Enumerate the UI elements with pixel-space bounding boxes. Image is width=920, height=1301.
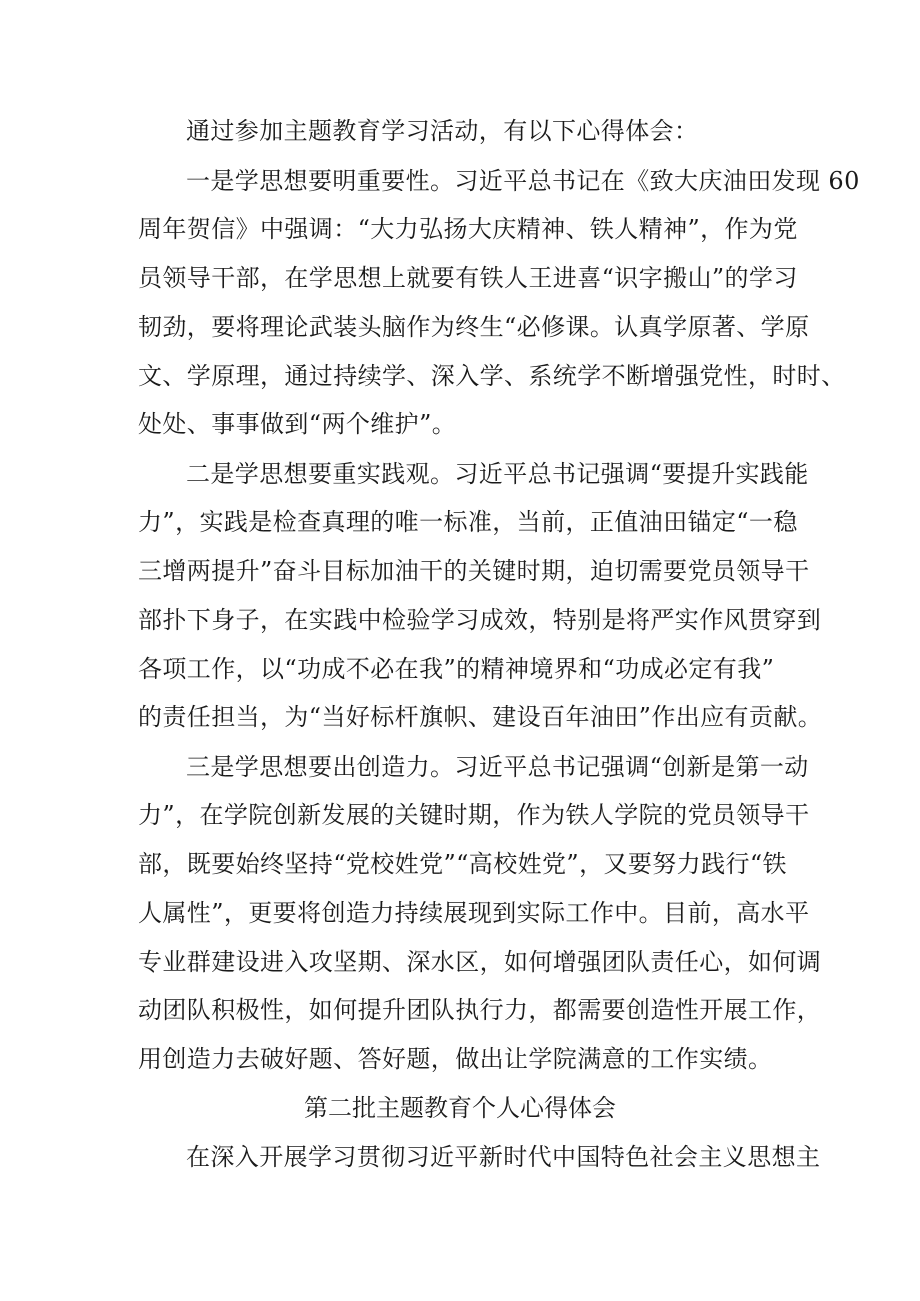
para1-line-1: 一是学思想要明重要性。习近平总书记在《致大庆油田发现 60 xyxy=(186,167,860,195)
para3-line-6: 动团队积极性，如何提升团队执行力，都需要创造性开展工作， xyxy=(138,996,822,1024)
para1-line-3: 员领导干部，在学思想上就要有铁人王进喜“识字搬山”的学习 xyxy=(138,264,798,292)
para1-line-2: 周年贺信》中强调：“大力弘扬大庆精神、铁人精神”，作为党 xyxy=(138,215,798,243)
para3-line-7: 用创造力去破好题、答好题，做出让学院满意的工作实绩。 xyxy=(138,1045,773,1073)
para3-line-5: 专业群建设进入攻坚期、深水区，如何增强团队责任心，如何调 xyxy=(138,948,822,976)
para3-line-1: 三是学思想要出创造力。习近平总书记强调“创新是第一动 xyxy=(186,753,809,781)
intro-line: 通过参加主题教育学习活动，有以下心得体会： xyxy=(186,117,699,145)
section-title: 第二批主题教育个人心得体会 xyxy=(304,1094,616,1122)
para1-line-5: 文、学原理，通过持续学、深入学、系统学不断增强党性，时时、 xyxy=(138,362,846,390)
para2-line-2: 力”，实践是检查真理的唯一标准，当前，正值油田锚定“一稳 xyxy=(138,508,798,536)
para3-line-4: 人属性”，更要将创造力持续展现到实际工作中。目前，高水平 xyxy=(138,899,810,927)
para2-line-1: 二是学思想要重实践观。习近平总书记强调“要提升实践能 xyxy=(186,460,809,488)
para2-line-5: 各项工作，以“功成不必在我”的精神境界和“功成必定有我” xyxy=(138,655,775,683)
para1-line-6: 处处、事事做到“两个维护”。 xyxy=(138,410,457,438)
para2-line-6: 的责任担当，为“当好标杆旗帜、建设百年油田”作出应有贡献。 xyxy=(138,703,823,731)
para3-line-3: 部，既要始终坚持“党校姓党”“高校姓党”，又要努力践行“铁 xyxy=(138,850,787,878)
para1-line-4: 韧劲，要将理论武装头脑作为终生“必修课。认真学原著、学原 xyxy=(138,313,810,341)
para2-line-4: 部扑下身子，在实践中检验学习成效，特别是将严实作风贯穿到 xyxy=(138,606,822,634)
para2-line-3: 三增两提升”奋斗目标加油干的关键时期，迫切需要党员领导干 xyxy=(138,557,810,585)
para3-line-2: 力”，在学院创新发展的关键时期，作为铁人学院的党员领导干 xyxy=(138,801,810,829)
para4-line-1: 在深入开展学习贯彻习近平新时代中国特色社会主义思想主 xyxy=(186,1143,821,1171)
